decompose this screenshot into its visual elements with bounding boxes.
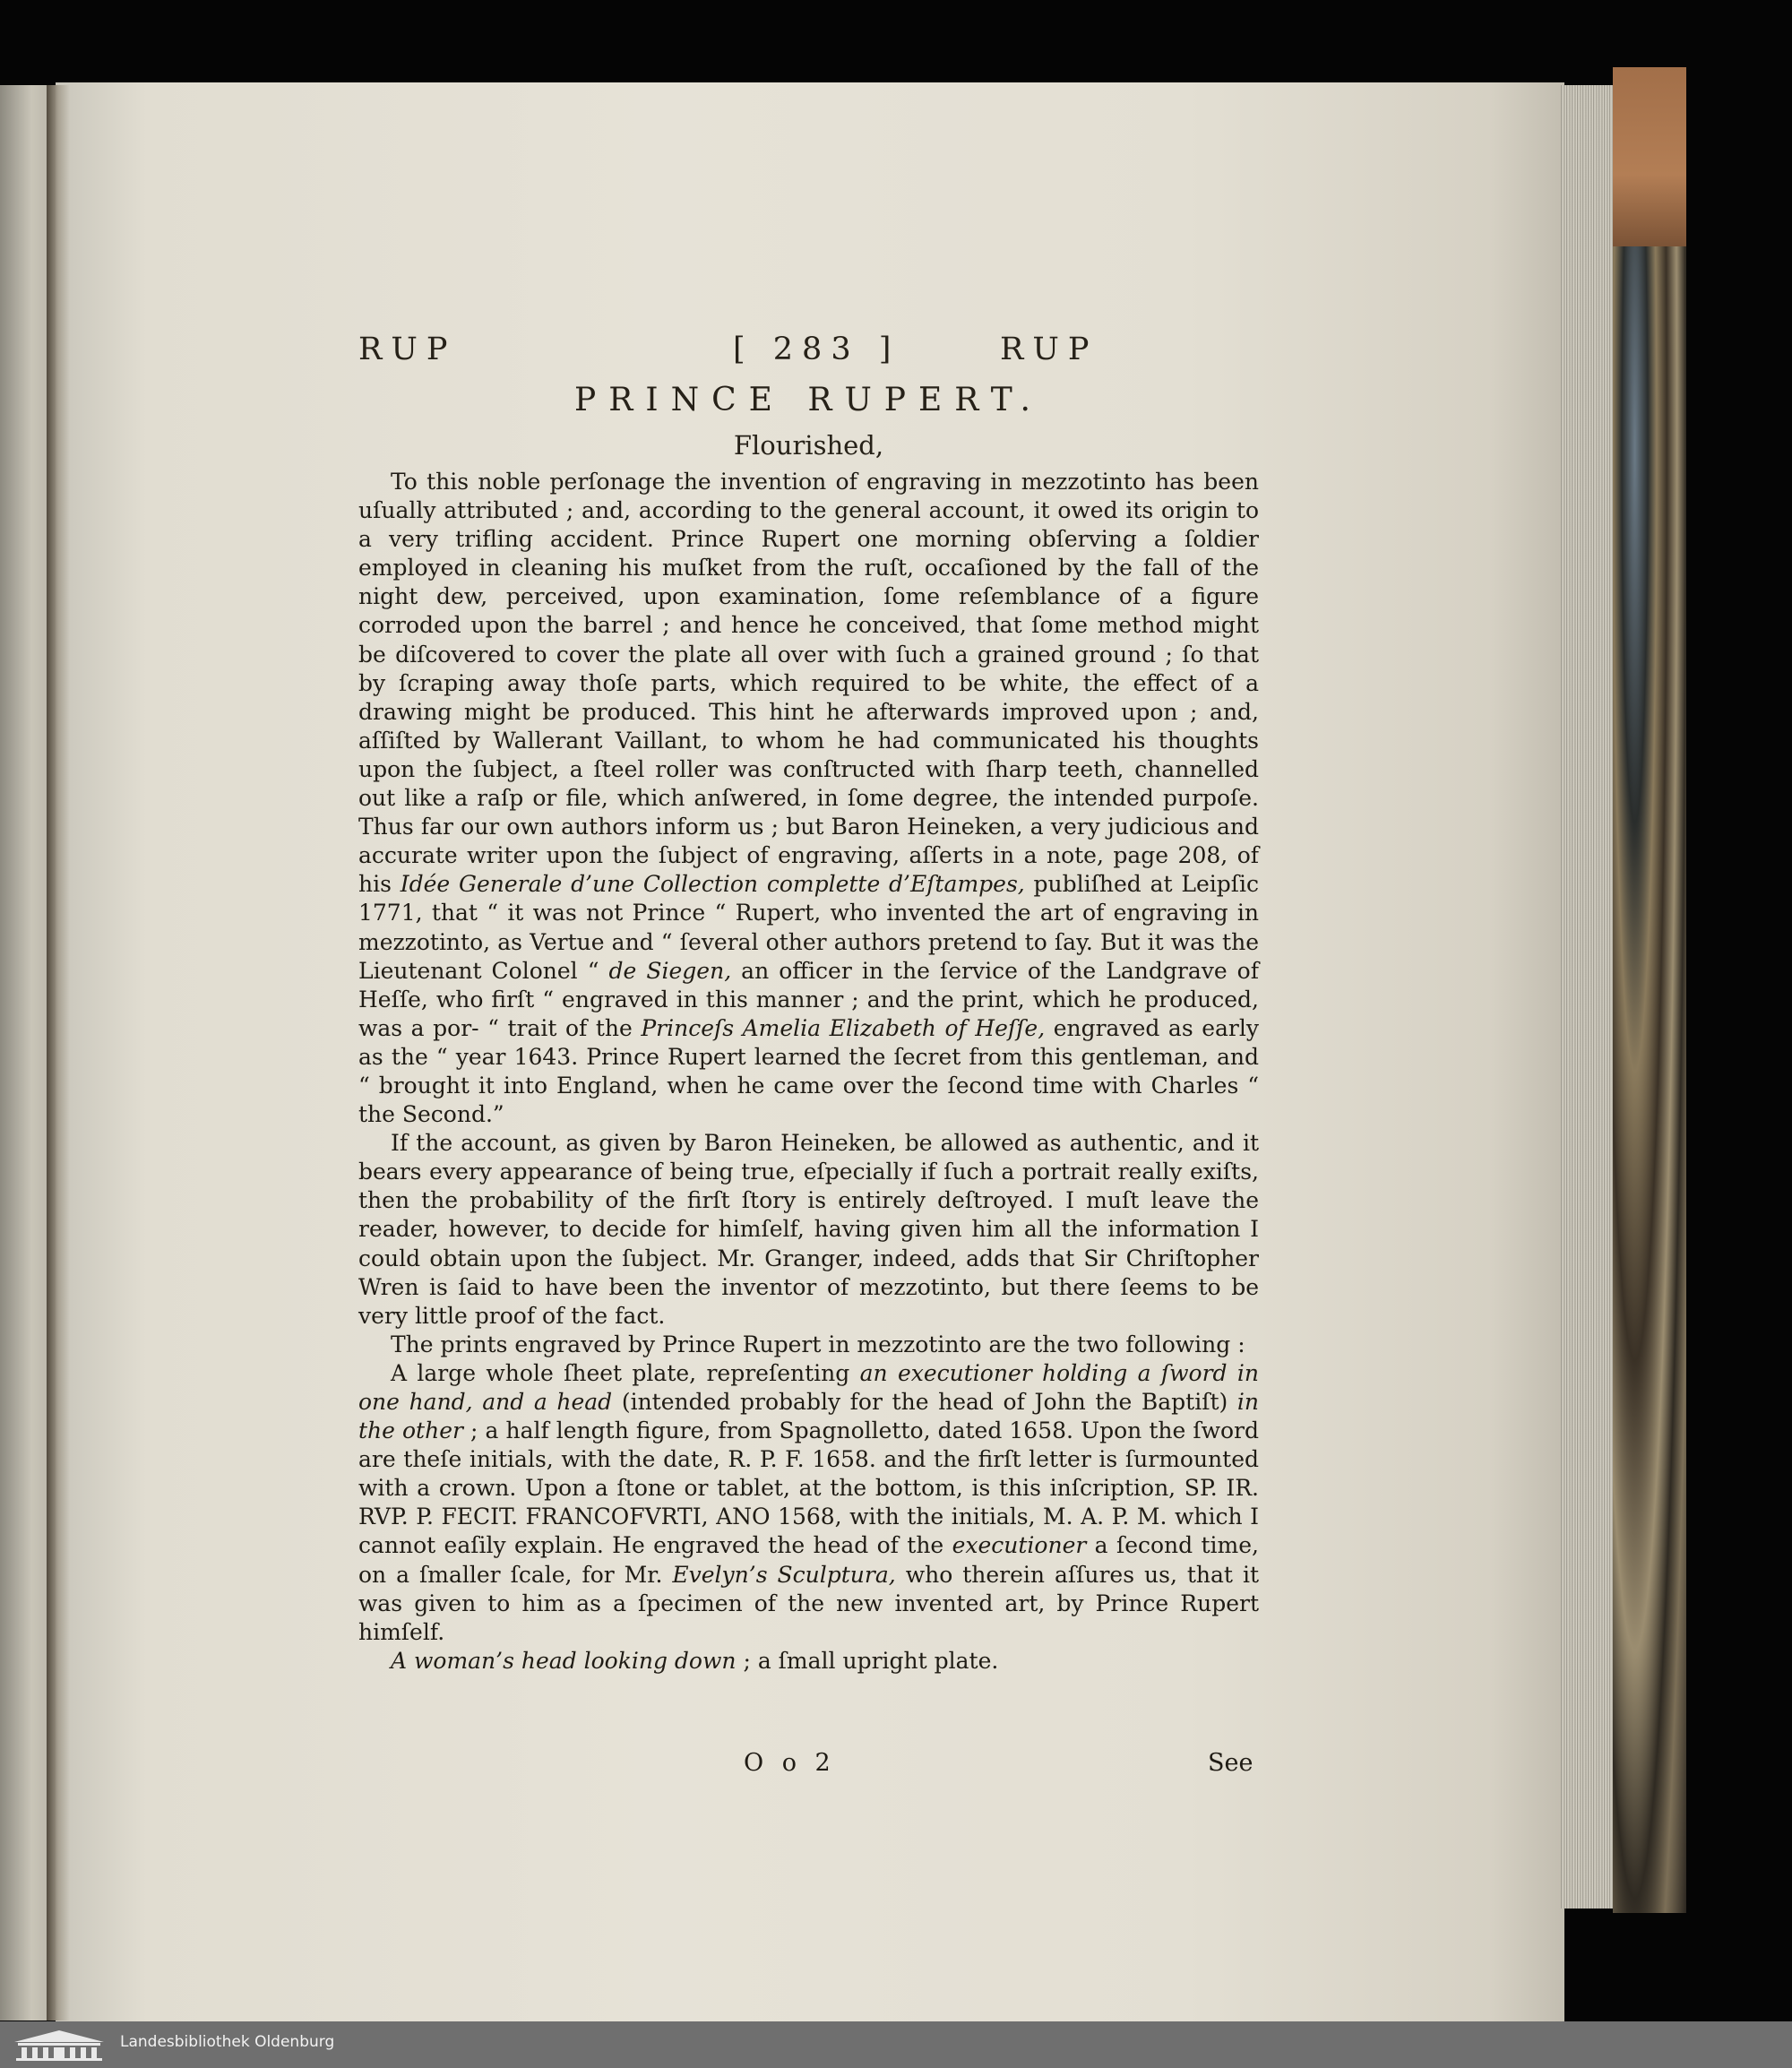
italic-run: A woman’s head looking down xyxy=(391,1647,737,1674)
article-subtitle: Flourished, xyxy=(733,430,884,461)
text-run: ; a half length figure, from Spagnolletto, dated 1658. Upon the ſword are theſe initials, with the date, R. P. F. 1658. and the firſt letter is ſurmounted with a crown. Upon a ſtone or tablet, at the bottom, is this inſcription, SP. IR. RVP. P. FECIT. FRANCOFVRTI, ANO 1568, with the initials, M. A. P. M. which I cannot eaſily explain. He engraved the head of the xyxy=(358,1417,1259,1559)
footer-bar xyxy=(0,2021,1792,2068)
paragraph xyxy=(358,1331,1259,1359)
text-run: publiſhed at Leipſic 1771, that “ it was not Prince “ Rupert, who invented the art of engraving in mezzotinto, as Vertue and “ ſeveral other authors pretend to ſay. But it was the Lieutenant Colonel “ xyxy=(358,871,1259,984)
italic-run: executioner xyxy=(952,1532,1087,1559)
text-run: A large whole ſheet plate, repreſenting xyxy=(391,1359,860,1386)
catchword: See xyxy=(1208,1749,1254,1777)
leather-spine-corner xyxy=(1613,67,1686,246)
text-run: To this noble perſonage the invention of engraving in mezzotinto has been uſually attributed ; and, according to the general account, it owed its origin to a very trifling accident. Prince Rupert one morning obſerving a ſoldier employed in cleaning his muſket from the ruſt, occaſioned by the fall of the night dew, perceived, upon examination, ſome reſemblance of a figure corroded upon the barrel ; and hence he conceived, that ſome method might be diſcovered to cover the plate all over with ſuch a grained ground ; ſo that by ſcraping away thoſe parts, which required to be white, the effect of a drawing might be produced. This hint he afterwards improved upon ; and, aſſiſted by Wallerant Vaillant, to whom he had communicated his thoughts upon the ſubject, a ſteel roller was conſtructed with ſharp teeth, channelled out like a raſp or file, which anſwered, in ſome degree, the intended purpoſe. Thus far our own authors inform us ; but Baron Heineken, a very judicious and accurate writer upon the ſubject of engraving, aſſerts in a note, page 208, of his xyxy=(358,469,1259,898)
italic-run: in the other xyxy=(358,1389,1260,1444)
page-edges xyxy=(1561,85,1615,1909)
signature-mark: O o 2 xyxy=(744,1749,836,1777)
library-building-icon xyxy=(11,2028,108,2062)
running-head-left: RUP xyxy=(358,332,457,367)
page-number: [ 283 ] xyxy=(733,332,900,367)
library-name: Landesbibliothek Oldenburg xyxy=(120,2033,335,2051)
book-gutter xyxy=(47,85,70,2021)
text-run: If the account, as given by Baron Heineken, be allowed as authentic, and it bears every appearance of being true, eſpecially if ſuch a portrait really exiſts, then the probability of the firſt ſtory is entirely deſtroyed. I muſt leave the reader, however, to decide for himſelf, having given him all the information I could obtain upon the ſubject. Mr. Granger, indeed, adds that Sir Chriſtopher Wren is ſaid to have been the inventor of mezzotinto, but there ſeems to be very little proof of the fact. xyxy=(358,1130,1259,1329)
text-run: an officer in the ſervice of the Landgrave of Heſſe, who firſt “ engraved in this manner ; and the print, which he produced, was a por- “ trait of the xyxy=(358,957,1259,1041)
italic-run: an executioner holding a ſword in one hand, and a head xyxy=(358,1359,1259,1415)
paragraph xyxy=(358,1647,1259,1676)
text-run: who therein aſſures us, that it was given to him as a ſpecimen of the new invented art, by Prince Rupert himſelf. xyxy=(358,1561,1259,1645)
text-run: ; a ſmall upright plate. xyxy=(736,1647,999,1674)
italic-run: Idée Generale d’une Collection complette d’Eſtampes, xyxy=(400,871,1025,898)
running-head xyxy=(358,324,1259,378)
text-run: engraved as early as the “ year 1643. Prince Rupert learned the ſecret from this gentleman, and “ brought it into England, when he came over the ſecond time with Charles “ the Second.” xyxy=(358,1014,1259,1128)
text-run: The prints engraved by Prince Rupert in mezzotinto are the two following : xyxy=(391,1331,1245,1357)
text-run: a ſecond time, on a ſmaller ſcale, for Mr. xyxy=(358,1532,1259,1588)
right-page xyxy=(56,82,1564,2021)
paragraph xyxy=(358,1359,1259,1647)
running-head-right: RUP xyxy=(1000,332,1098,367)
article-title: PRINCE RUPERT. xyxy=(574,382,1043,418)
marbled-cover xyxy=(1613,85,1686,1913)
paragraph xyxy=(358,1129,1259,1331)
italic-run: de Siegen, xyxy=(608,957,732,984)
article-body xyxy=(358,468,1259,1676)
text-run: (intended probably for the head of John the Baptiſt) xyxy=(612,1389,1237,1415)
italic-run: Evelyn’s Sculptura, xyxy=(672,1561,896,1588)
paragraph xyxy=(358,468,1259,1129)
italic-run: Princeſs Amelia Elizabeth of Heſſe, xyxy=(641,1014,1046,1041)
